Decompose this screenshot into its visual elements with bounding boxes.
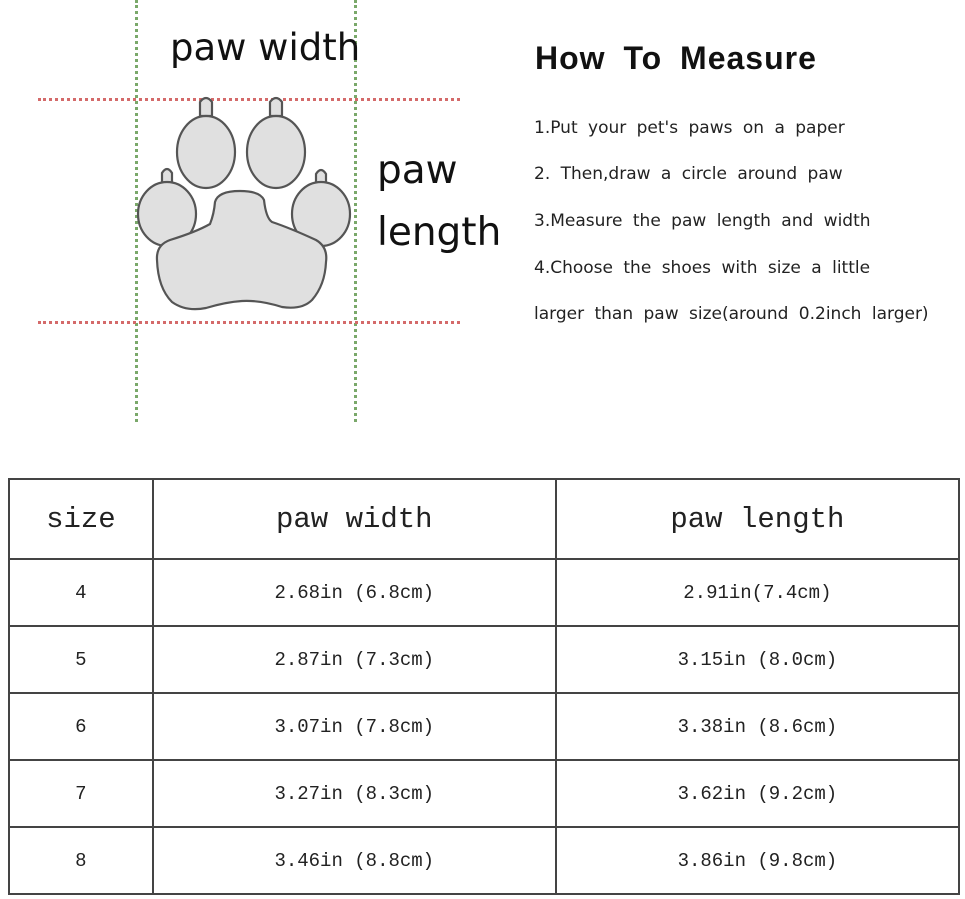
table-row xyxy=(9,760,959,827)
instruction-step: 2. Then,draw a circle around paw xyxy=(534,164,843,184)
cell-paw-length: 3.38in (8.6cm) xyxy=(556,693,959,760)
cell-paw-length: 3.86in (9.8cm) xyxy=(556,827,959,894)
cell-paw-length: 3.15in (8.0cm) xyxy=(556,626,959,693)
header-size: size xyxy=(9,479,153,559)
table-row xyxy=(9,626,959,693)
paw-length-label-line2: length xyxy=(377,210,502,255)
cell-paw-length: 3.62in (9.2cm) xyxy=(556,760,959,827)
paw-width-label: paw width xyxy=(170,26,361,69)
size-chart-table xyxy=(8,478,960,895)
instruction-step: 4.Choose the shoes with size a little xyxy=(534,258,871,278)
paw-print-icon xyxy=(130,90,360,322)
instruction-step: 3.Measure the paw length and width xyxy=(534,211,871,231)
paw-length-label-line1: paw xyxy=(377,148,458,193)
cell-size: 5 xyxy=(9,626,153,693)
instruction-step: larger than paw size(around 0.2inch larger) xyxy=(534,304,929,324)
cell-paw-width: 3.27in (8.3cm) xyxy=(153,760,556,827)
header-paw-width: paw width xyxy=(153,479,556,559)
cell-paw-width: 2.68in (6.8cm) xyxy=(153,559,556,626)
instruction-step: 1.Put your pet's paws on a paper xyxy=(534,118,845,138)
cell-paw-width: 2.87in (7.3cm) xyxy=(153,626,556,693)
table-header-row xyxy=(9,479,959,559)
cell-size: 8 xyxy=(9,827,153,894)
cell-size: 6 xyxy=(9,693,153,760)
table-row xyxy=(9,559,959,626)
cell-paw-length: 2.91in(7.4cm) xyxy=(556,559,959,626)
table-row xyxy=(9,693,959,760)
header-paw-length: paw length xyxy=(556,479,959,559)
cell-paw-width: 3.46in (8.8cm) xyxy=(153,827,556,894)
table-row xyxy=(9,827,959,894)
cell-size: 7 xyxy=(9,760,153,827)
how-to-measure-title: How To Measure xyxy=(535,40,817,76)
cell-paw-width: 3.07in (7.8cm) xyxy=(153,693,556,760)
cell-size: 4 xyxy=(9,559,153,626)
